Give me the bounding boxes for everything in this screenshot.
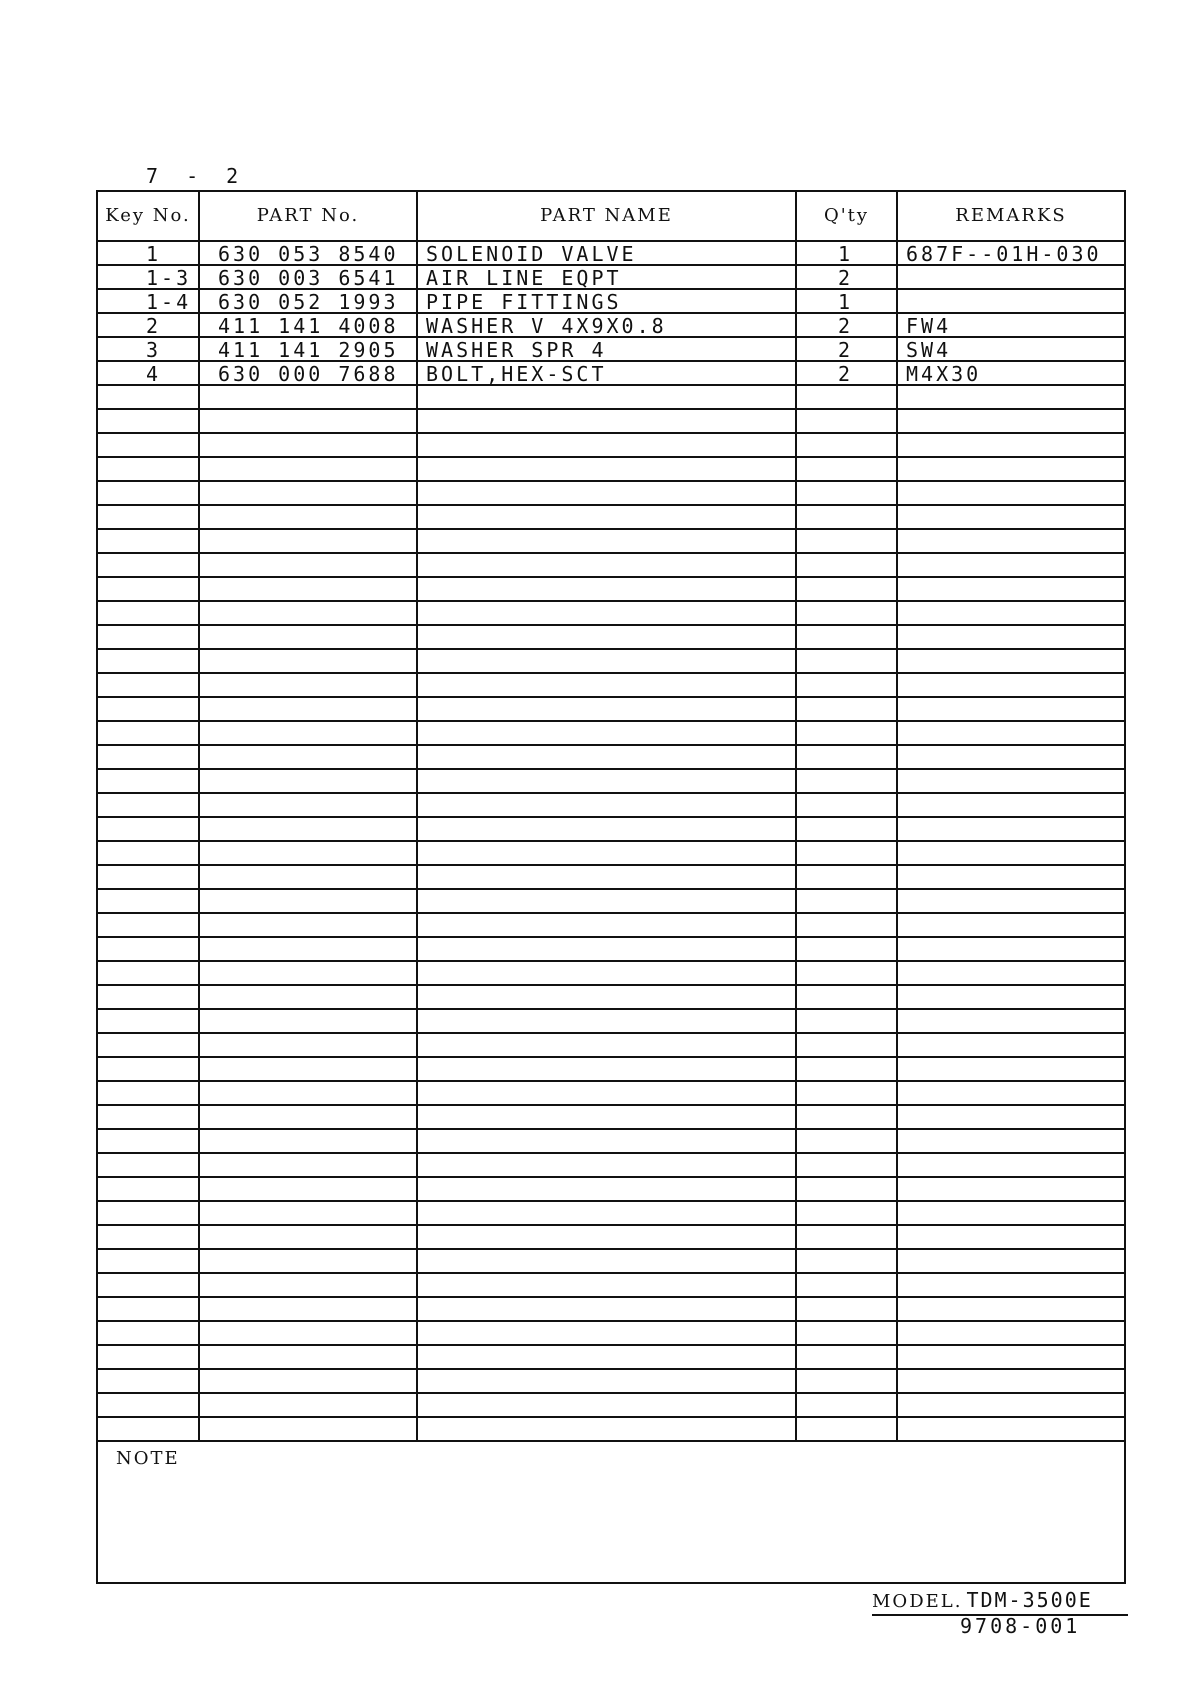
note-label: NOTE — [116, 1448, 180, 1469]
row-rule — [98, 1392, 1124, 1394]
row-rule — [98, 1320, 1124, 1322]
header-remarks: REMARKS — [955, 205, 1067, 226]
row-rule — [98, 1008, 1124, 1010]
row-rule — [98, 1272, 1124, 1274]
row-rule — [98, 696, 1124, 698]
row-qty: 2 — [838, 338, 854, 362]
row-qty: 2 — [838, 266, 854, 290]
row-qty: 2 — [838, 362, 854, 386]
row-rule — [98, 1440, 1124, 1442]
row-rule — [98, 1032, 1124, 1034]
row-key: 3 — [146, 338, 162, 362]
row-rule — [98, 672, 1124, 674]
row-qty: 2 — [838, 314, 854, 338]
row-key: 4 — [146, 362, 162, 386]
row-rule — [98, 1416, 1124, 1418]
row-part-name: SOLENOID VALVE — [426, 242, 637, 266]
row-qty: 1 — [838, 242, 854, 266]
row-rule — [98, 408, 1124, 410]
row-rule — [98, 480, 1124, 482]
row-rule — [98, 648, 1124, 650]
row-rule — [98, 1344, 1124, 1346]
row-rule — [98, 912, 1124, 914]
row-rule — [98, 840, 1124, 842]
row-rule — [98, 1176, 1124, 1178]
row-rule — [98, 792, 1124, 794]
row-rule — [98, 1056, 1124, 1058]
row-remarks: FW4 — [906, 314, 952, 338]
row-remarks: M4X30 — [906, 362, 982, 386]
row-rule — [98, 1200, 1124, 1202]
row-part-name: WASHER SPR 4 — [426, 338, 607, 362]
row-rule — [98, 984, 1124, 986]
row-key: 1-3 — [146, 266, 192, 290]
row-part-name: WASHER V 4X9X0.8 — [426, 314, 667, 338]
row-remarks: 687F--01H-030 — [906, 242, 1102, 266]
row-rule — [98, 504, 1124, 506]
row-part-name: PIPE FITTINGS — [426, 290, 622, 314]
model-value: TDM-3500E — [966, 1588, 1093, 1612]
row-rule — [98, 1128, 1124, 1130]
row-part-no: 411 141 4008 — [218, 314, 399, 338]
row-rule — [98, 1296, 1124, 1298]
row-part-no: 411 141 2905 — [218, 338, 399, 362]
row-rule — [98, 960, 1124, 962]
row-rule — [98, 552, 1124, 554]
header-qty: Q'ty — [823, 205, 870, 226]
model-label: MODEL. — [872, 1591, 963, 1612]
row-part-no: 630 000 7688 — [218, 362, 399, 386]
row-rule — [98, 624, 1124, 626]
row-rule — [98, 936, 1124, 938]
row-rule — [98, 720, 1124, 722]
row-key: 2 — [146, 314, 162, 338]
header-part-name: PART NAME — [540, 205, 673, 226]
row-rule — [98, 1248, 1124, 1250]
row-part-no: 630 052 1993 — [218, 290, 399, 314]
row-part-name: AIR LINE EQPT — [426, 266, 622, 290]
model-line — [872, 1588, 1128, 1616]
row-part-no: 630 003 6541 — [218, 266, 399, 290]
row-key: 1 — [146, 242, 162, 266]
row-remarks: SW4 — [906, 338, 952, 362]
row-rule — [98, 1152, 1124, 1154]
row-qty: 1 — [838, 290, 854, 314]
row-rule — [98, 768, 1124, 770]
row-rule — [98, 864, 1124, 866]
row-rule — [98, 816, 1124, 818]
row-part-no: 630 053 8540 — [218, 242, 399, 266]
row-rule — [98, 528, 1124, 530]
page-number: 7 - 2 — [146, 164, 247, 188]
row-rule — [98, 1224, 1124, 1226]
header-key-no: Key No. — [105, 205, 191, 226]
header-part-no: PART No. — [256, 205, 360, 226]
row-rule — [98, 432, 1124, 434]
row-part-name: BOLT,HEX-SCT — [426, 362, 607, 386]
row-rule — [98, 600, 1124, 602]
row-rule — [98, 576, 1124, 578]
row-rule — [98, 1368, 1124, 1370]
row-rule — [98, 888, 1124, 890]
row-rule — [98, 1104, 1124, 1106]
row-rule — [98, 456, 1124, 458]
row-rule — [98, 1080, 1124, 1082]
row-rule — [98, 744, 1124, 746]
row-key: 1-4 — [146, 290, 192, 314]
parts-list-table — [96, 190, 1126, 1584]
document-code: 9708-001 — [960, 1614, 1081, 1638]
